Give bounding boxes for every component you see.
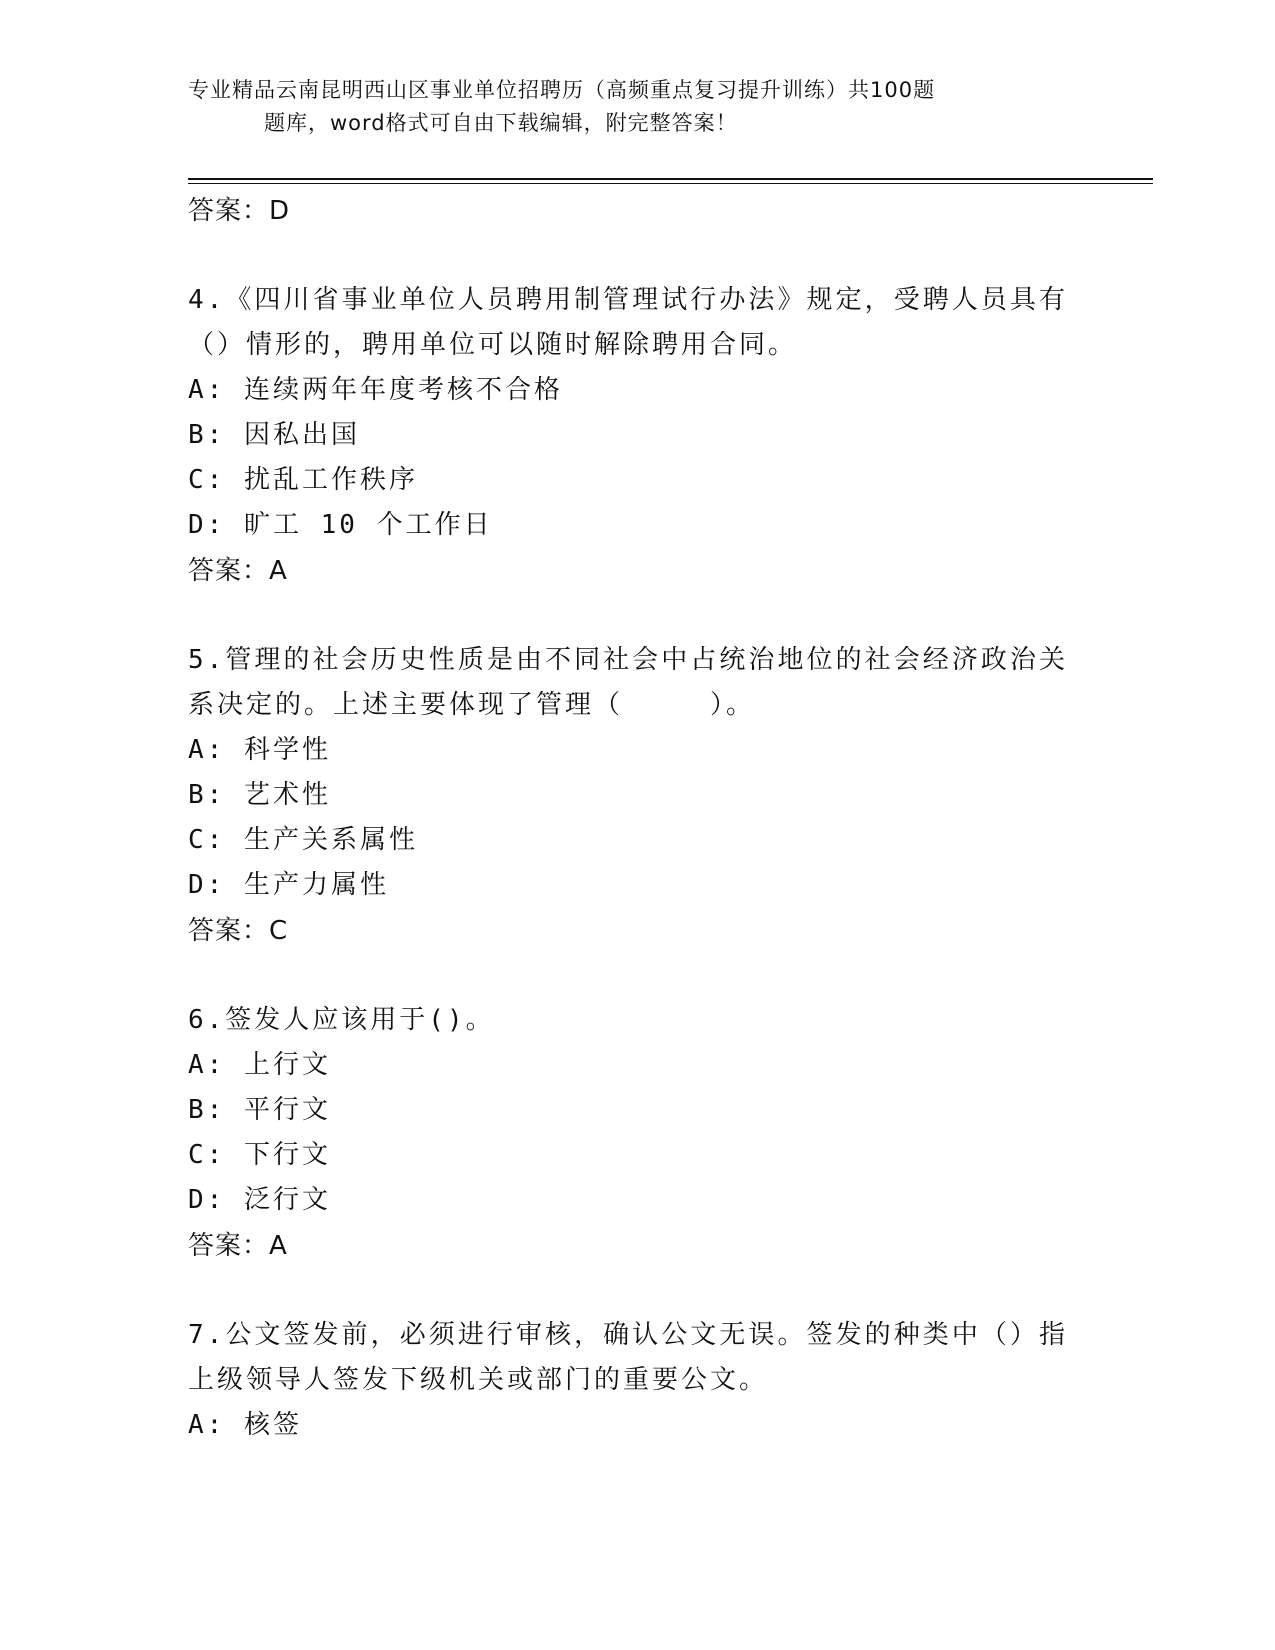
option-b: B: 因私出国 xyxy=(188,420,360,450)
document-header xyxy=(188,74,1068,140)
option-b: B: 平行文 xyxy=(188,1095,331,1125)
option-c: C: 生产关系属性 xyxy=(188,825,418,855)
answer-line: 答案：A xyxy=(188,556,288,586)
question-6 xyxy=(188,998,1068,1269)
header-divider xyxy=(188,178,1153,180)
option-d: D: 泛行文 xyxy=(188,1185,331,1215)
answer-line: 答案：C xyxy=(188,916,289,946)
document-body xyxy=(188,188,1068,1448)
answer-line: 答案：A xyxy=(188,1231,288,1261)
option-d: D: 旷工 10 个工作日 xyxy=(188,510,493,540)
question-stem: 7.公文签发前，必须进行审核，确认公文无误。签发的种类中（）指上级领导人签发下级机关或部门的重要公文。 xyxy=(188,1320,1068,1395)
option-c: C: 下行文 xyxy=(188,1140,331,1170)
header-title-line2: 题库，word格式可自由下载编辑，附完整答案！ xyxy=(264,111,738,135)
question-stem: 6.签发人应该用于()。 xyxy=(188,1005,495,1035)
option-a: A: 核签 xyxy=(188,1410,302,1440)
option-a: A: 上行文 xyxy=(188,1050,331,1080)
question-7 xyxy=(188,1313,1068,1448)
option-d: D: 生产力属性 xyxy=(188,870,389,900)
option-a: A: 连续两年年度考核不合格 xyxy=(188,375,563,405)
answer-line: 答案：D xyxy=(188,196,291,226)
option-b: B: 艺术性 xyxy=(188,780,331,810)
question-5 xyxy=(188,638,1068,954)
question-stem: 5.管理的社会历史性质是由不同社会中占统治地位的社会经济政治关系决定的。上述主要体现了管理（ ）。 xyxy=(188,645,1068,720)
option-c: C: 扰乱工作秩序 xyxy=(188,465,418,495)
header-title-line1: 专业精品云南昆明西山区事业单位招聘历（高频重点复习提升训练）共100题 xyxy=(188,78,936,102)
question-stem: 4.《四川省事业单位人员聘用制管理试行办法》规定，受聘人员具有（）情形的，聘用单位可以随时解除聘用合同。 xyxy=(188,285,1068,360)
header-divider-thin xyxy=(188,183,1153,184)
option-a: A: 科学性 xyxy=(188,735,331,765)
question-4 xyxy=(188,278,1068,594)
